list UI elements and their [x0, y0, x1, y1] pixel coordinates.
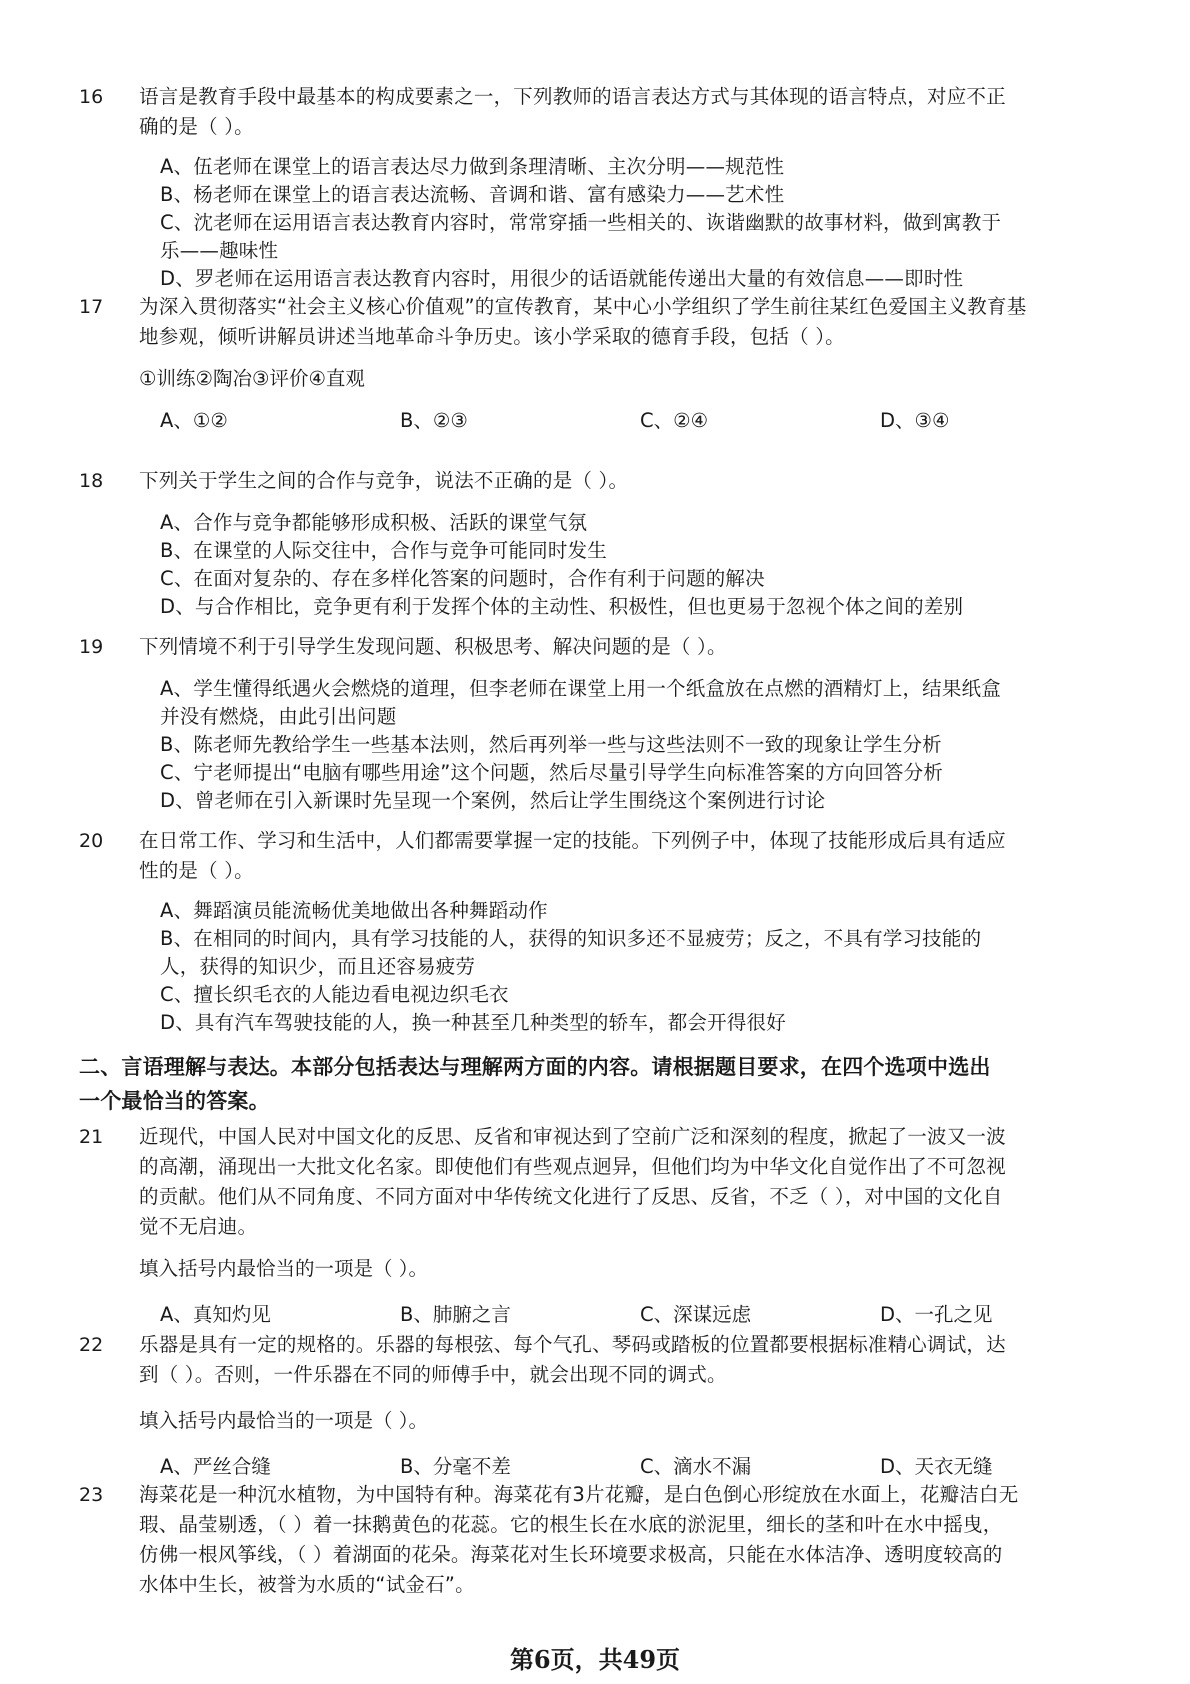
option: D、③④ [880, 409, 950, 432]
page-footer: 第6页，共49页 [509, 1645, 681, 1674]
stem-line: 近现代，中国人民对中国文化的反思、反省和审视达到了空前广泛和深刻的程度，掀起了一波又一波 [139, 1125, 1006, 1148]
option: D、曾老师在引入新课时先呈现一个案例，然后让学生围绕这个案例进行讨论 [160, 789, 826, 812]
option: C、沈老师在运用语言表达教育内容时，常常穿插一些相关的、诙谐幽默的故事材料，做到寓教于 [160, 211, 1002, 234]
option: A、合作与竞争都能够形成积极、活跃的课堂气氛 [160, 511, 588, 534]
option: C、②④ [640, 409, 709, 432]
question-note: ①训练②陶冶③评价④直观 [139, 367, 365, 390]
question-note: 填入括号内最恰当的一项是（ ）。 [139, 1409, 428, 1432]
option: B、杨老师在课堂上的语言表达流畅、音调和谐、富有感染力——艺术性 [160, 183, 785, 206]
question-number: 16 [79, 86, 104, 108]
stem-line: 水体中生长，被誉为水质的“试金石”。 [139, 1573, 475, 1596]
option: D、与合作相比，竞争更有利于发挥个体的主动性、积极性，但也更易于忽视个体之间的差别 [160, 595, 964, 618]
question-stem [139, 1480, 1089, 1600]
option: B、在相同的时间内，具有学习技能的人，获得的知识多还不显疲劳；反之，不具有学习技能的 [160, 927, 982, 950]
option: A、严丝合缝 [160, 1455, 271, 1478]
stem-line: 地参观，倾听讲解员讲述当地革命斗争历史。该小学采取的德育手段，包括（ ）。 [139, 325, 845, 348]
question-stem [139, 1122, 1089, 1242]
question-stem [139, 826, 1089, 886]
stem-line: 的高潮，涌现出一大批文化名家。即使他们有些观点迥异，但他们均为中华文化自觉作出了不可忽视 [139, 1155, 1006, 1178]
section-heading [79, 1050, 1129, 1118]
option-continuation: 人，获得的知识少，而且还容易疲劳 [160, 955, 476, 978]
option: C、在面对复杂的、存在多样化答案的问题时，合作有利于问题的解决 [160, 567, 765, 590]
question-stem [139, 1330, 1089, 1390]
option: C、深谋远虑 [640, 1303, 752, 1326]
question-number: 20 [79, 830, 104, 852]
stem-line: 语言是教育手段中最基本的构成要素之一，下列教师的语言表达方式与其体现的语言特点，对应不正 [139, 85, 1006, 108]
section-heading-line: 一个最恰当的答案。 [79, 1089, 270, 1113]
question-note: 填入括号内最恰当的一项是（ ）。 [139, 1257, 428, 1280]
option: C、擅长织毛衣的人能边看电视边织毛衣 [160, 983, 509, 1006]
option: D、一孔之见 [880, 1303, 993, 1326]
stem-line: 仿佛一根风筝线，（ ）着湖面的花朵。海菜花对生长环境要求极高，只能在水体洁净、透明度较高的 [139, 1543, 1003, 1566]
question-number: 17 [79, 296, 104, 318]
option-continuation: 乐——趣味性 [160, 239, 279, 262]
option: D、罗老师在运用语言表达教育内容时，用很少的话语就能传递出大量的有效信息——即时性 [160, 267, 964, 290]
stem-line: 下列关于学生之间的合作与竞争，说法不正确的是（ ）。 [139, 469, 629, 492]
stem-line: 下列情境不利于引导学生发现问题、积极思考、解决问题的是（ ）。 [139, 635, 727, 658]
option: A、真知灼见 [160, 1303, 271, 1326]
option: D、具有汽车驾驶技能的人，换一种甚至几种类型的轿车，都会开得很好 [160, 1011, 786, 1034]
stem-line: 的贡献。他们从不同角度、不同方面对中华传统文化进行了反思、反省，不乏（ ），对中国的文化自 [139, 1185, 1003, 1208]
option: C、滴水不漏 [640, 1455, 752, 1478]
question-stem [139, 292, 1089, 352]
option: A、①② [160, 409, 228, 432]
stem-line: 海菜花是一种沉水植物，为中国特有种。海菜花有3片花瓣，是白色倒心形绽放在水面上，花瓣洁白无 [139, 1483, 1019, 1506]
option: B、肺腑之言 [400, 1303, 511, 1326]
option: B、分毫不差 [400, 1455, 511, 1478]
option: B、在课堂的人际交往中，合作与竞争可能同时发生 [160, 539, 607, 562]
question-stem [139, 82, 1089, 142]
option: B、陈老师先教给学生一些基本法则，然后再列举一些与这些法则不一致的现象让学生分析 [160, 733, 942, 756]
stem-line: 性的是（ ）。 [139, 859, 254, 882]
option: D、天衣无缝 [880, 1455, 993, 1478]
question-stem [139, 632, 1089, 662]
stem-line: 觉不无启迪。 [139, 1215, 258, 1238]
question-number: 22 [79, 1334, 104, 1356]
option: A、学生懂得纸遇火会燃烧的道理，但李老师在课堂上用一个纸盒放在点燃的酒精灯上，结果纸盒 [160, 677, 1001, 700]
option: A、舞蹈演员能流畅优美地做出各种舞蹈动作 [160, 899, 548, 922]
stem-line: 确的是（ ）。 [139, 115, 254, 138]
question-number: 23 [79, 1484, 104, 1506]
stem-line: 乐器是具有一定的规格的。乐器的每根弦、每个气孔、琴码或踏板的位置都要根据标准精心调试，达 [139, 1333, 1006, 1356]
stem-line: 瑕、晶莹剔透，（ ）着一抹鹅黄色的花蕊。它的根生长在水底的淤泥里，细长的茎和叶在水中摇曳， [139, 1513, 1003, 1536]
stem-line: 为深入贯彻落实“社会主义核心价值观”的宣传教育，某中心小学组织了学生前往某红色爱国主义教育基 [139, 295, 1027, 318]
stem-line: 到（ ）。否则，一件乐器在不同的师傅手中，就会出现不同的调式。 [139, 1363, 727, 1386]
section-heading-line: 二、言语理解与表达。本部分包括表达与理解两方面的内容。请根据题目要求，在四个选项中选出 [79, 1055, 991, 1079]
question-number: 21 [79, 1126, 104, 1148]
option: C、宁老师提出“电脑有哪些用途”这个问题，然后尽量引导学生向标准答案的方向回答分析 [160, 761, 944, 784]
stem-line: 在日常工作、学习和生活中，人们都需要掌握一定的技能。下列例子中，体现了技能形成后具有适应 [139, 829, 1006, 852]
option: B、②③ [400, 409, 468, 432]
option-continuation: 并没有燃烧，由此引出问题 [160, 705, 397, 728]
option: A、伍老师在课堂上的语言表达尽力做到条理清晰、主次分明——规范性 [160, 155, 785, 178]
question-number: 18 [79, 470, 104, 492]
question-stem [139, 466, 1089, 496]
question-number: 19 [79, 636, 104, 658]
